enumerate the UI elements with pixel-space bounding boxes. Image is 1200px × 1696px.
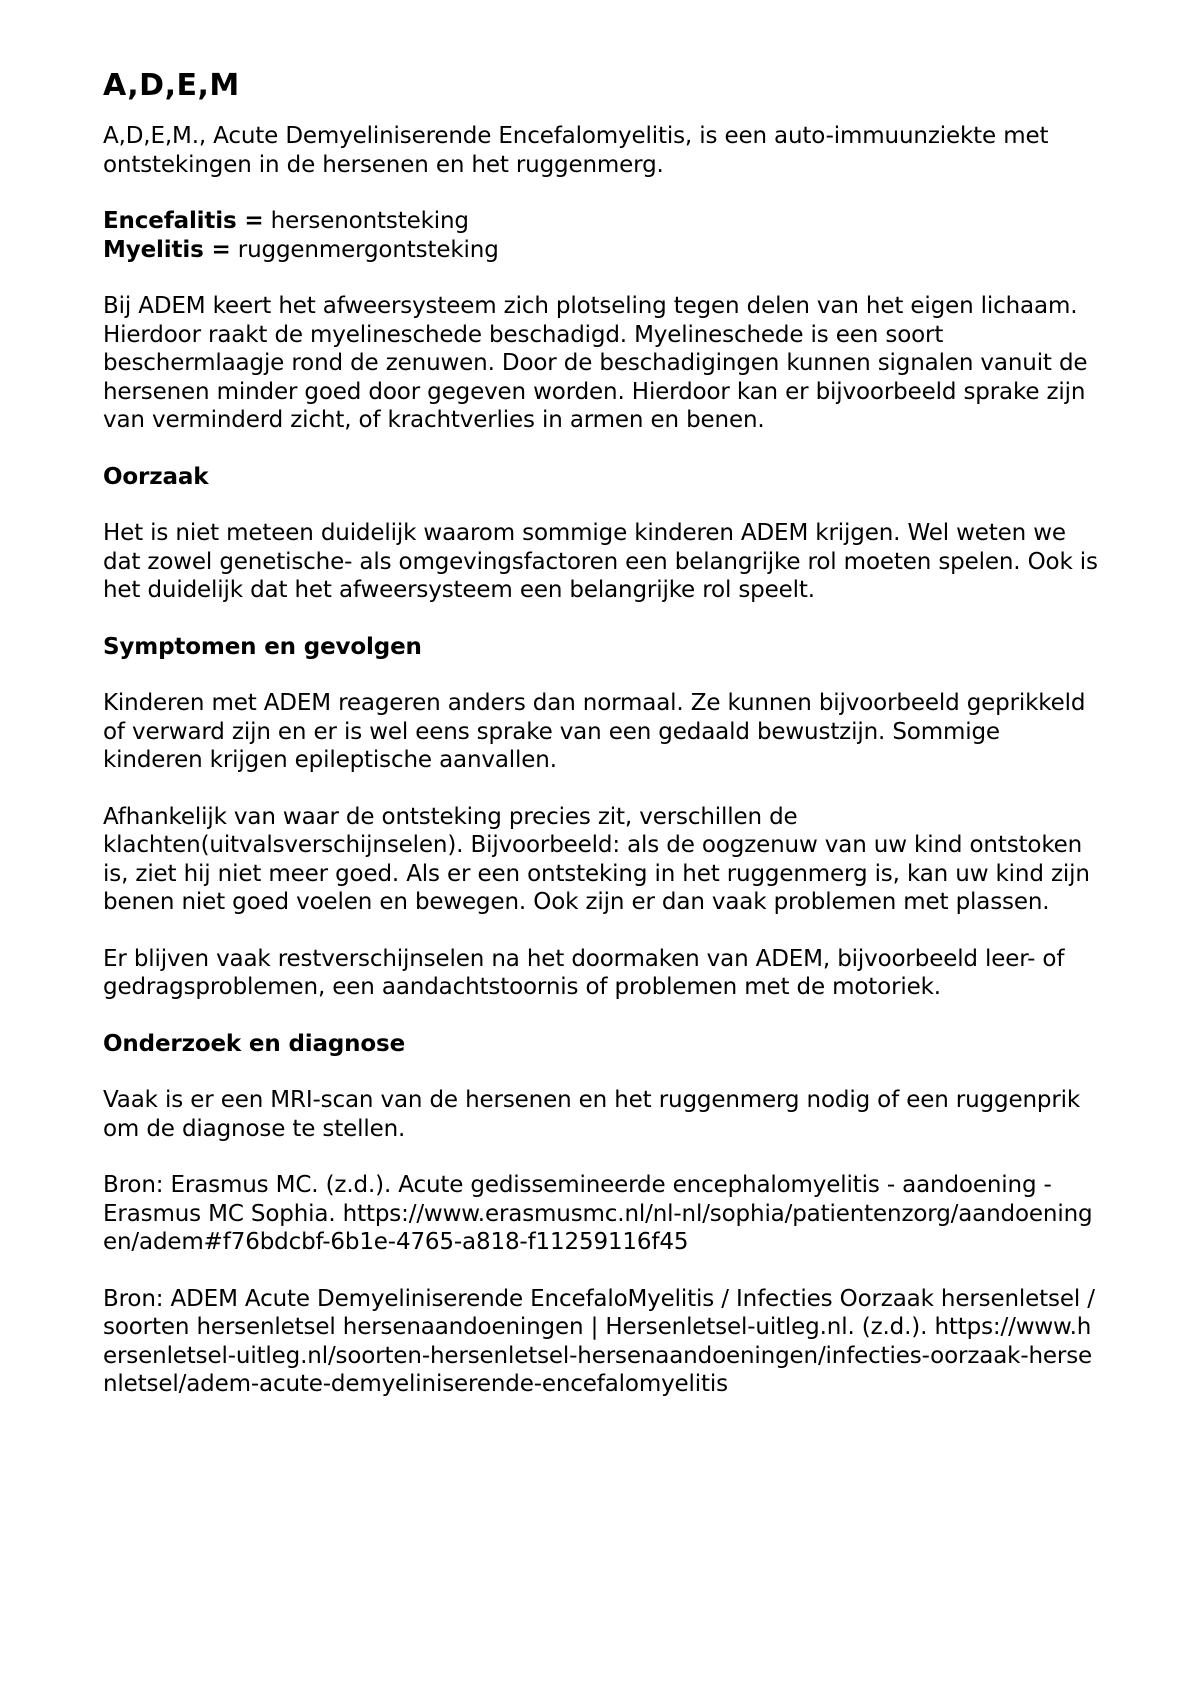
source-url[interactable]: https://www.erasmusmc.nl/nl-nl/sophia/patientenzorg/aandoeningen/adem#f76bdcbf-6b1e-4765-a818-f11259116f45	[103, 1200, 1093, 1255]
body-paragraph: Afhankelijk van waar de ontsteking precies zit, verschillen de klachten(uitvalsverschijnselen). Bijvoorbeeld: als de oogzenuw van uw kind ontstoken is, ziet hij niet meer goed. Als er een ontsteking in het ruggenmerg is, kan uw kind zijn benen niet goed voelen en bewegen. Ook zijn er dan vaak problemen met plassen.	[103, 803, 1090, 915]
definition-encefalitis	[103, 207, 1103, 236]
document-title: A,D,E,M	[103, 68, 240, 103]
definition-meaning: ruggenmergontsteking	[230, 236, 499, 263]
definition-term: Encefalitis =	[103, 208, 264, 234]
source-text: Bron: Erasmus MC. (z.d.). Acute gedissemineerde encephalomyelitis - aandoening - Erasmus MC Sophia.	[103, 1172, 1052, 1227]
section-heading-oorzaak: Oorzaak	[103, 463, 209, 490]
body-paragraph: Bij ADEM keert het afweersysteem zich plotseling tegen delen van het eigen lichaam. Hierdoor raakt de myelineschede beschadigd. Myelineschede is een soort beschermlaagje rond de zenuwen. Door de beschadigingen kunnen signalen vanuit de hersenen minder goed door gegeven worden. Hierdoor kan er bijvoorbeeld sprake zijn van verminderd zicht, of krachtverlies in armen en benen.	[103, 293, 1088, 433]
source-citation	[103, 1171, 1103, 1257]
definitions-list	[103, 207, 1103, 264]
source-text: Bron: ADEM Acute Demyeliniserende EncefaloMyelitis / Infecties Oorzaak hersenletsel / soorten hersenletsel hersenaandoeningen | Hersenletsel-uitleg.nl. (z.d.).	[103, 1285, 1095, 1340]
source-url[interactable]: https://www.hersenletsel-uitleg.nl/soorten-hersenletsel-hersenaandoeningen/infecties-oorzaak-hersenletsel/adem-acute-demyeliniserende-encefalomyelitis	[103, 1314, 1093, 1397]
intro-paragraph: A,D,E,M., Acute Demyeliniserende Encefalomyelitis, is een auto-immuunziekte met ontstekingen in de hersenen en het ruggenmerg.	[103, 123, 1049, 178]
body-paragraph: Kinderen met ADEM reageren anders dan normaal. Ze kunnen bijvoorbeeld geprikkeld of verward zijn en er is wel eens sprake van een gedaald bewustzijn. Sommige kinderen krijgen epileptische aanvallen.	[103, 690, 1086, 773]
definition-myelitis	[103, 236, 1103, 265]
section-heading-symptomen: Symptomen en gevolgen	[103, 633, 422, 660]
definition-term: Myelitis =	[103, 236, 231, 263]
body-paragraph: Er blijven vaak restverschijnselen na het doormaken van ADEM, bijvoorbeeld leer- of gedragsproblemen, een aandachtstoornis of problemen met de motoriek.	[103, 945, 1065, 1000]
section-heading-onderzoek: Onderzoek en diagnose	[103, 1030, 406, 1057]
body-paragraph: Het is niet meteen duidelijk waarom sommige kinderen ADEM krijgen. Wel weten we dat zowel genetische- als omgevingsfactoren een belangrijke rol moeten spelen. Ook is het duidelijk dat het afweersysteem een belangrijke rol speelt.	[103, 520, 1098, 603]
source-citation	[103, 1285, 1103, 1399]
document-page	[103, 66, 1103, 1427]
definition-meaning: hersenontsteking	[263, 208, 469, 234]
body-paragraph: Vaak is er een MRI-scan van de hersenen en het ruggenmerg nodig of een ruggenprik om de diagnose te stellen.	[103, 1087, 1081, 1142]
